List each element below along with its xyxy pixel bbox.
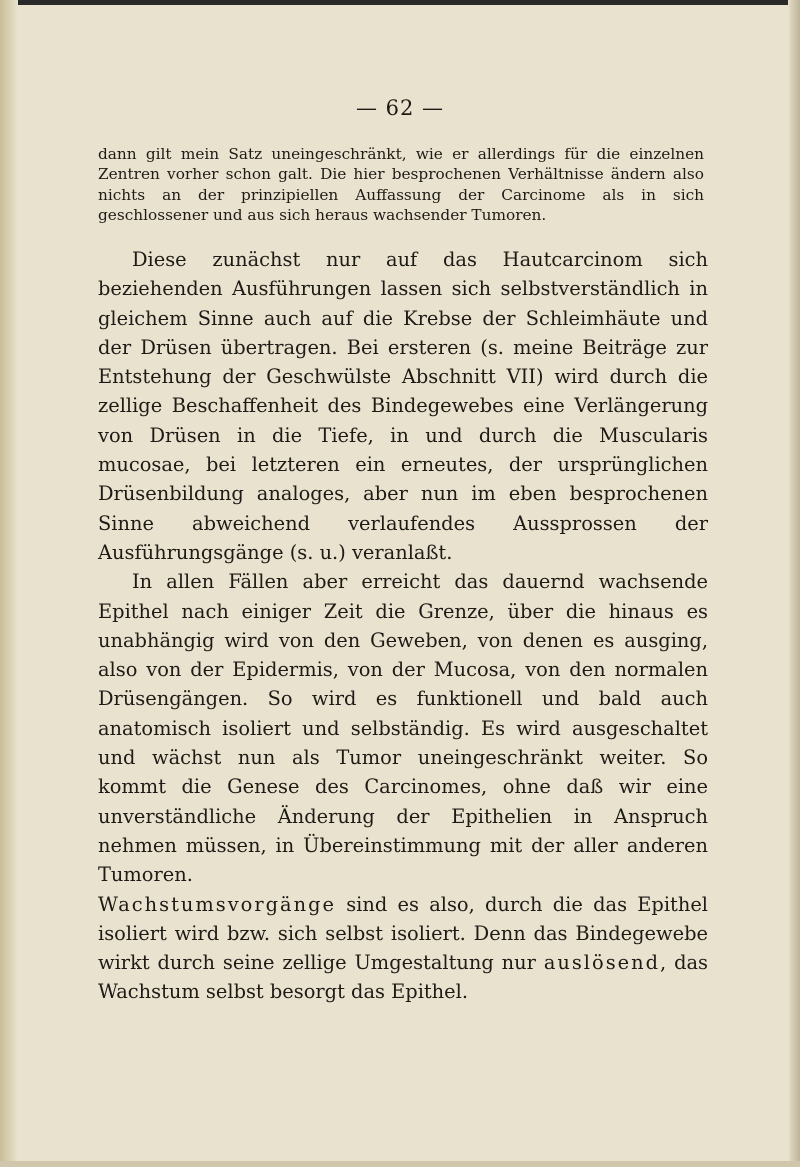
paragraph-2-text: In allen Fällen aber erreicht das dauernd wachsende Epithel nach einiger Zeit die Grenze, über die hinaus es unabhängig wird von den Geweben, von denen es ausging, also von der Epidermis, von der Mucosa, von den normalen Drüsengängen. So wird es funktionell und bald auch anatomisch isoliert und selbständig. Es wird ausgeschaltet und wächst nun als Tumor uneingeschränkt weiter. So kommt die Genese des Carcinomes, ohne daß wir eine unverständliche Änderung der Epithelien in Anspruch nehmen müssen, in Übereinstimmung mit der aller anderen Tumoren.: [98, 570, 708, 887]
page-number: — 62 —: [355, 96, 445, 120]
main-text: [98, 245, 708, 1007]
page-bottom-edge: [0, 1161, 800, 1167]
page-left-edge: [0, 0, 18, 1167]
intro-paragraph: dann gilt mein Satz uneingeschränkt, wie er allerdings für die einzelnen Zentren vorher schon galt. Die hier besprochenen Verhältnisse ändern also nichts an der prinzipiellen Auffassung der Carcinome als in sich geschlossener und aus sich heraus wachsender Tumoren.: [98, 145, 704, 225]
paragraph-1: Diese zunächst nur auf das Hautcarcinom sich beziehenden Ausführungen lassen sich selbstverständlich in gleichem Sinne auch auf die Krebse der Schleimhäute und der Drüsen übertragen. Bei ersteren (s. meine Beiträge zur Entstehung der Geschwülste Abschnitt VII) wird durch die zellige Beschaffenheit des Bindegewebes eine Verlängerung von Drüsen in die Tiefe, in und durch die Muscularis mucosae, bei letzteren ein erneutes, der ursprünglichen Drüsenbildung analoges, aber nun im eben besprochenen Sinne abweichend verlaufendes Aussprossen der Ausführungsgänge (s. u.) veranlaßt.: [98, 248, 708, 564]
emphasis-ausloesend: auslösend: [543, 951, 661, 975]
page-top-rule: [0, 0, 800, 5]
emphasis-wachstumsvorgaenge: Wachstumsvorgänge: [98, 892, 336, 916]
paragraph-2-end: , das Wachstum selbst besorgt das Epithel.: [98, 951, 708, 1004]
paragraph-2: [98, 567, 708, 1006]
paragraph-2-middle: sind es also, durch die das Epithel isoliert wird bzw. sich selbst isoliert. Denn das Bindegewebe wirkt durch seine zellige Umgestaltung nur: [98, 892, 708, 975]
page-right-edge: [788, 0, 800, 1167]
